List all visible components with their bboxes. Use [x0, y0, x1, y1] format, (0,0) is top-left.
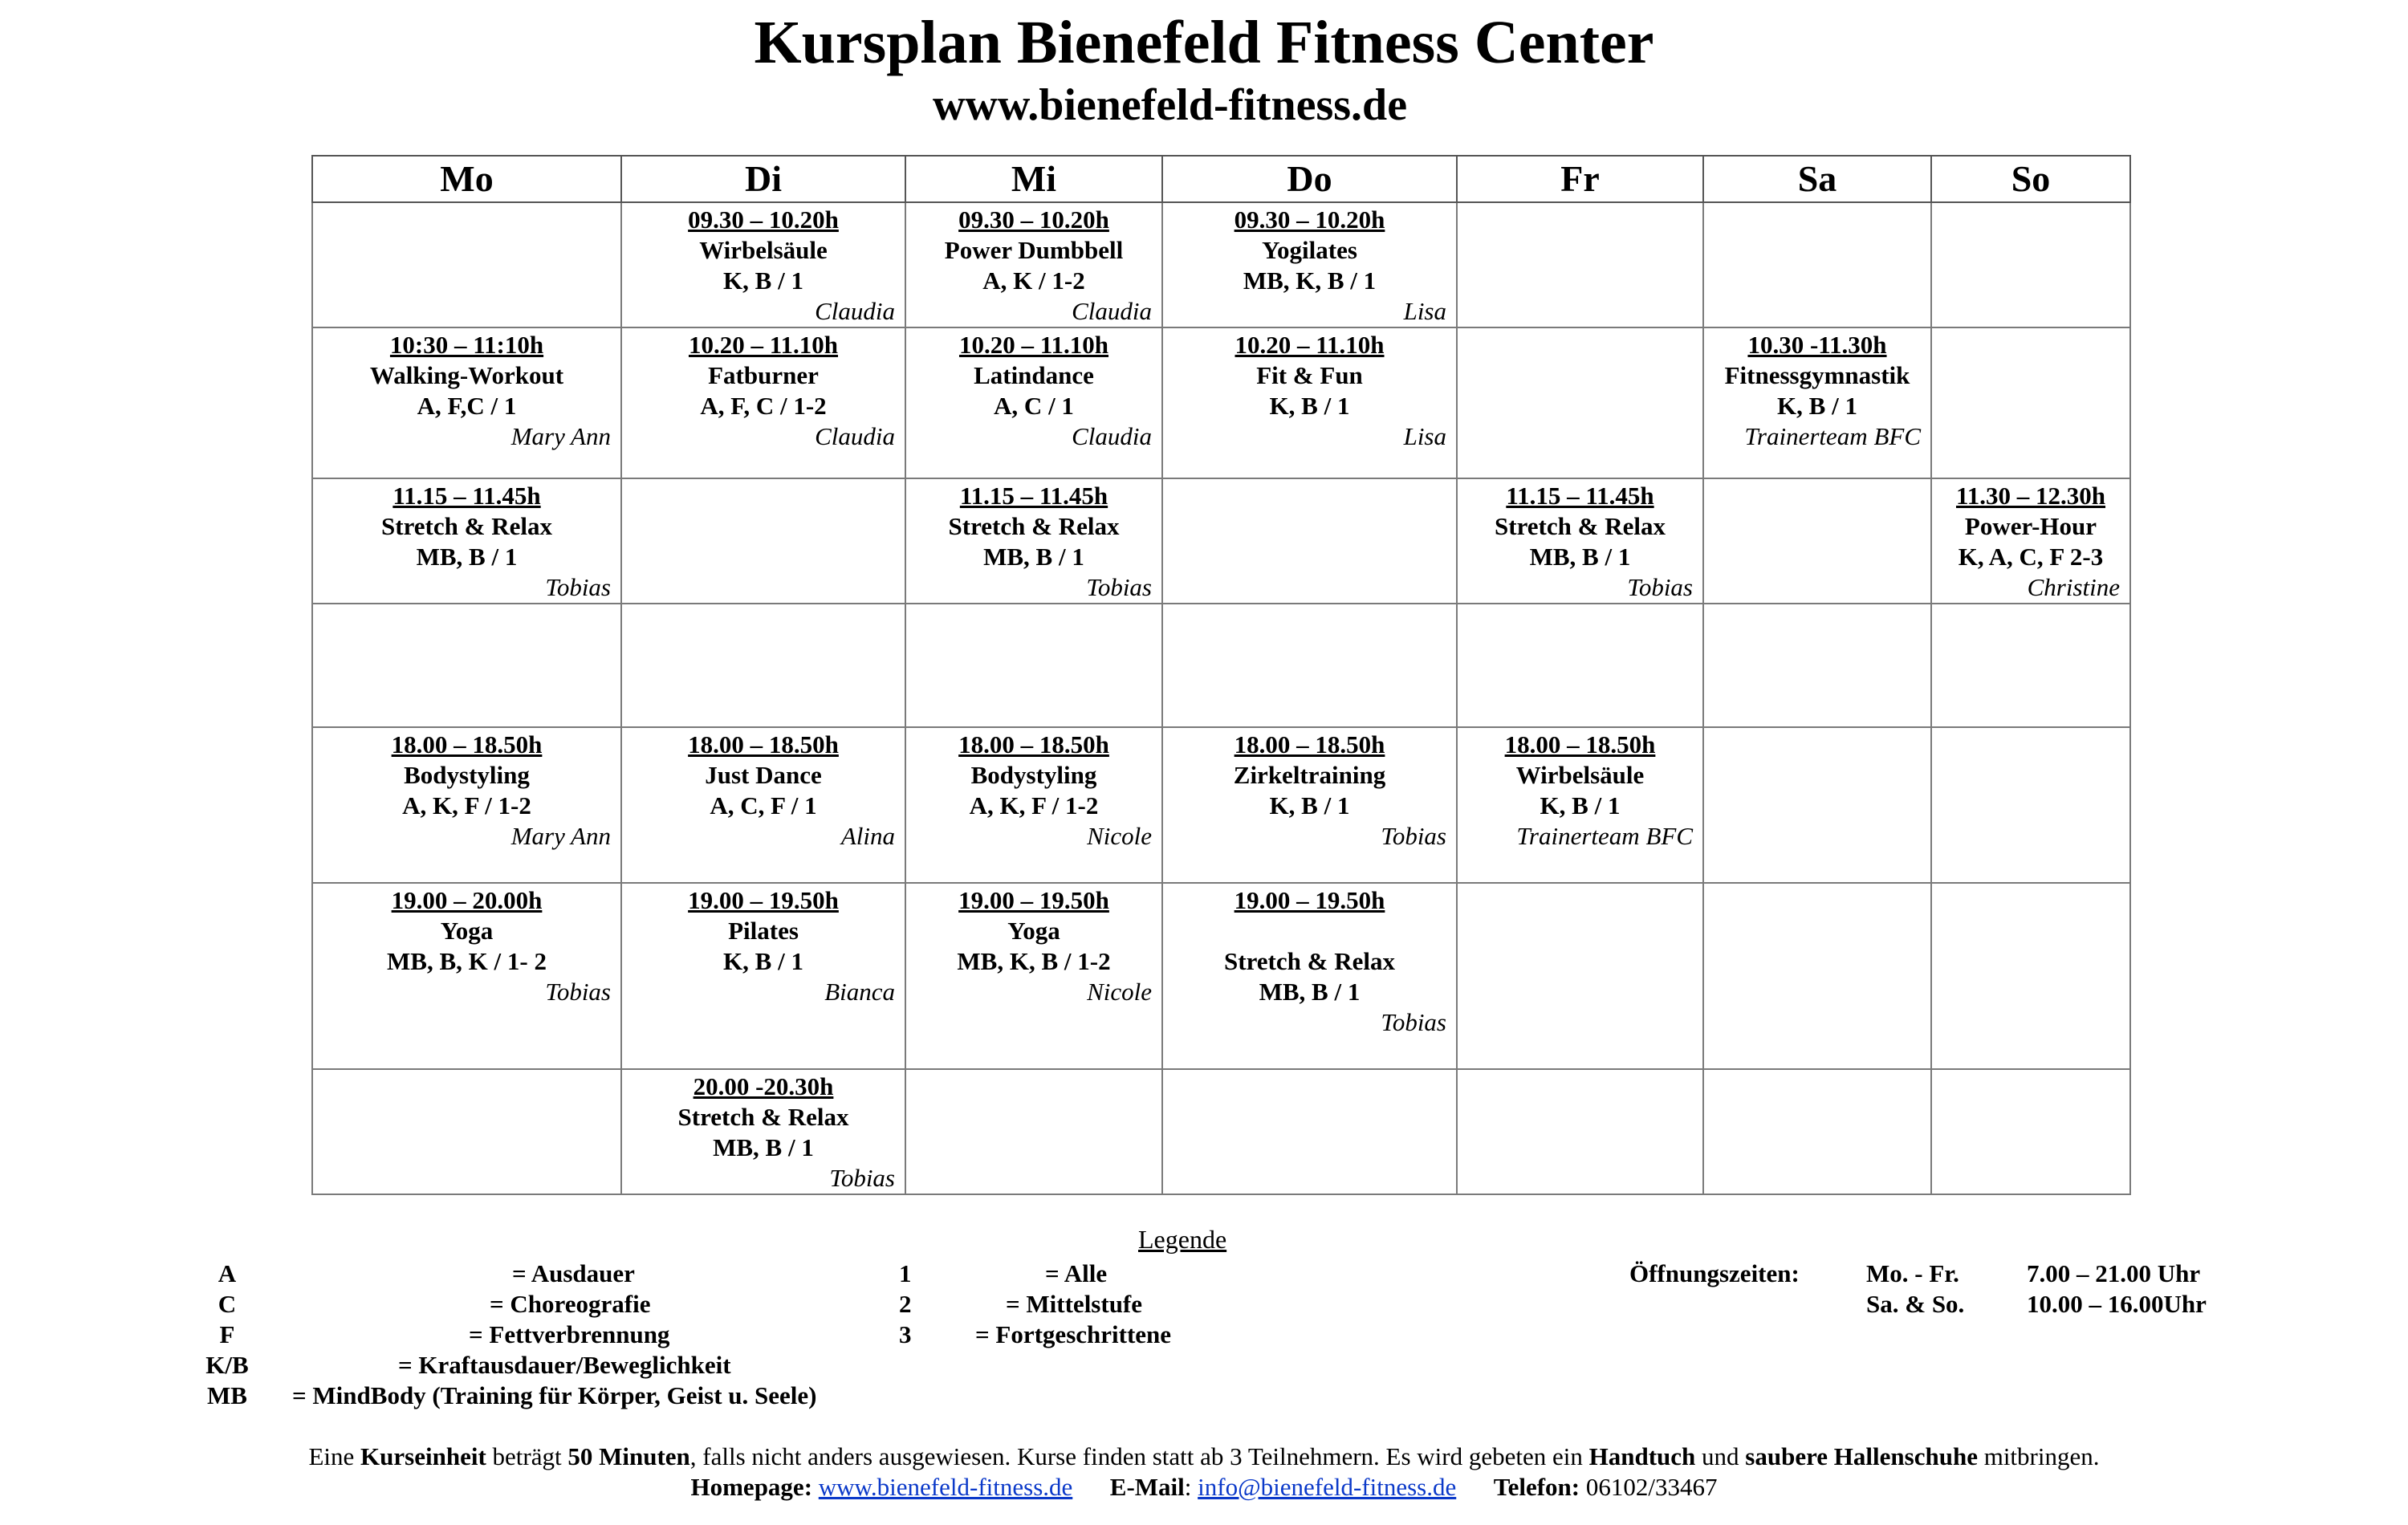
schedule-cell-fr: [1457, 202, 1703, 327]
course-slot: [313, 479, 620, 603]
schedule-cell-di: [621, 478, 905, 604]
footer-text-bold: Kurseinheit: [360, 1442, 486, 1470]
day-header-di: Di: [621, 156, 905, 202]
schedule-cell-mo: [312, 1069, 621, 1194]
schedule-cell-so: [1931, 1069, 2130, 1194]
course-name: Stretch & Relax: [1495, 512, 1666, 540]
day-header-fr: Fr: [1457, 156, 1703, 202]
course-name: Walking-Workout: [369, 361, 564, 389]
schedule-cell-di: [621, 202, 905, 327]
footer-text-bold: saubere Hallenschuhe: [1745, 1442, 1978, 1470]
course-trainer: Mary Ann: [510, 422, 611, 450]
course-trainer: Nicole: [1087, 978, 1152, 1006]
day-header-sa: Sa: [1703, 156, 1931, 202]
course-name: Zirkeltraining: [1233, 761, 1386, 789]
legend-level-num: 2: [899, 1290, 912, 1318]
course-slot: [1704, 328, 1930, 452]
schedule-cell-fr: [1457, 727, 1703, 883]
course-name: Pilates: [728, 917, 799, 945]
course-slot: [906, 884, 1161, 1007]
schedule-cell-do: [1162, 727, 1457, 883]
course-name: Stretch & Relax: [948, 512, 1120, 540]
schedule-cell-sa: [1703, 883, 1931, 1069]
footer-text: und: [1695, 1442, 1746, 1470]
course-schedule-table: [311, 155, 2131, 1195]
schedule-row: [312, 604, 2130, 727]
schedule-cell-fr: [1457, 883, 1703, 1069]
course-codes: MB, B / 1: [1259, 978, 1361, 1006]
schedule-cell-do: [1162, 478, 1457, 604]
course-trainer: Bianca: [824, 978, 895, 1006]
schedule-cell-do: [1162, 327, 1457, 478]
course-trainer: Lisa: [1403, 422, 1446, 450]
schedule-cell-so: [1931, 727, 2130, 883]
day-header-mo: Mo: [312, 156, 621, 202]
course-name: Stretch & Relax: [677, 1103, 849, 1131]
course-time: 19.00 – 20.00h: [391, 886, 543, 914]
course-trainer: Tobias: [1381, 1008, 1446, 1036]
schedule-body: [312, 202, 2130, 1194]
schedule-cell-do: [1162, 202, 1457, 327]
course-time: 10.30 -11.30h: [1747, 331, 1887, 359]
course-trainer: Alina: [840, 822, 895, 850]
course-name: Stretch & Relax: [1224, 947, 1395, 975]
course-trainer: Christine: [2027, 573, 2120, 601]
schedule-cell-so: [1931, 883, 2130, 1069]
schedule-cell-mo: [312, 604, 621, 727]
opening-hours: 10.00 – 16.00Uhr: [2027, 1290, 2207, 1318]
course-slot: [622, 1070, 905, 1194]
course-codes: K, B / 1: [723, 947, 803, 975]
course-slot: [1163, 328, 1456, 452]
course-time: 11.15 – 11.45h: [959, 482, 1108, 510]
course-codes: MB, B, K / 1- 2: [387, 947, 547, 975]
course-codes: K, B / 1: [1777, 392, 1857, 420]
schedule-cell-mo: [312, 727, 621, 883]
schedule-cell-mo: [312, 202, 621, 327]
course-name: Bodystyling: [970, 761, 1097, 789]
course-codes: K, A, C, F 2-3: [1958, 543, 2104, 571]
schedule-row: [312, 1069, 2130, 1194]
phone-number: 06102/33467: [1585, 1473, 1718, 1501]
schedule-cell-do: [1162, 604, 1457, 727]
schedule-cell-mo: [312, 327, 621, 478]
opening-days: Mo. - Fr.: [1866, 1259, 1959, 1287]
schedule-row: [312, 883, 2130, 1069]
phone-label: Telefon:: [1493, 1473, 1580, 1501]
course-codes: K, B / 1: [1540, 791, 1621, 819]
day-header-mi: Mi: [905, 156, 1162, 202]
schedule-row: [312, 327, 2130, 478]
schedule-cell-di: [621, 327, 905, 478]
course-time: 19.00 – 19.50h: [688, 886, 839, 914]
legend-code-abbr: F: [219, 1320, 235, 1348]
schedule-cell-fr: [1457, 327, 1703, 478]
course-slot: [313, 328, 620, 452]
course-slot: [1458, 479, 1702, 603]
schedule-cell-so: [1931, 202, 2130, 327]
schedule-cell-sa: [1703, 1069, 1931, 1194]
course-trainer: Tobias: [1627, 573, 1693, 601]
course-trainer: Mary Ann: [510, 822, 611, 850]
course-time: 11.15 – 11.45h: [1506, 482, 1654, 510]
course-name: Latindance: [974, 361, 1094, 389]
homepage-link[interactable]: www.bienefeld-fitness.de: [818, 1473, 1073, 1501]
legend-code-abbr: K/B: [205, 1351, 249, 1379]
course-slot: [906, 203, 1161, 327]
schedule-cell-do: [1162, 883, 1457, 1069]
schedule-cell-mi: [905, 604, 1162, 727]
course-time: 18.00 – 18.50h: [688, 730, 839, 758]
course-codes: A, F,C / 1: [417, 392, 517, 420]
course-codes: MB, K, B / 1: [1243, 266, 1377, 295]
footer-notice: [0, 1442, 2408, 1472]
opening-hours-label: Öffnungszeiten:: [1629, 1259, 1800, 1287]
day-header-do: Do: [1162, 156, 1457, 202]
schedule-row: [312, 202, 2130, 327]
schedule-cell-fr: [1457, 1069, 1703, 1194]
schedule-cell-mi: [905, 202, 1162, 327]
course-name: Wirbelsäule: [699, 236, 828, 264]
day-header-so: So: [1931, 156, 2130, 202]
course-trainer: Trainerteam BFC: [1744, 422, 1921, 450]
course-slot: [1458, 728, 1702, 852]
course-slot: [906, 479, 1161, 603]
course-trainer: Tobias: [545, 978, 611, 1006]
course-codes: A, K / 1-2: [982, 266, 1085, 295]
course-trainer: Claudia: [1072, 297, 1152, 325]
schedule-cell-mo: [312, 478, 621, 604]
course-codes: MB, B / 1: [416, 543, 518, 571]
course-time: 10.20 – 11.10h: [1235, 331, 1385, 359]
course-slot: [906, 328, 1161, 452]
course-name: Fatburner: [708, 361, 819, 389]
course-name: Power-Hour: [1964, 512, 2097, 540]
schedule-cell-di: [621, 727, 905, 883]
schedule-cell-sa: [1703, 478, 1931, 604]
course-name: Yoga: [1007, 917, 1060, 945]
footer-text-bold: Handtuch: [1588, 1442, 1696, 1470]
course-time: 18.00 – 18.50h: [391, 730, 543, 758]
legend-code-desc: = Choreografie: [490, 1290, 651, 1318]
footer-contact: Homepage: www.bienefeld-fitness.de E-Mail: info@bienefeld-fitness.de Telefon: 06102/33467: [690, 1473, 1718, 1501]
course-codes: A, K, F / 1-2: [402, 791, 531, 819]
schedule-cell-mi: [905, 478, 1162, 604]
course-codes: A, K, F / 1-2: [969, 791, 1099, 819]
course-name: Yoga: [440, 917, 494, 945]
legend-level-num: 3: [899, 1320, 912, 1348]
schedule-cell-so: [1931, 478, 2130, 604]
legend-code-abbr: MB: [207, 1381, 247, 1409]
course-name: Just Dance: [705, 761, 822, 789]
course-codes: K, B / 1: [1269, 392, 1350, 420]
course-slot: [622, 728, 905, 852]
footer-text-bold: 50 Minuten: [567, 1442, 690, 1470]
course-trainer: Tobias: [545, 573, 611, 601]
course-time: 18.00 – 18.50h: [958, 730, 1109, 758]
course-trainer: Nicole: [1087, 822, 1152, 850]
course-slot: [1163, 728, 1456, 852]
footer-text: Eine: [308, 1442, 361, 1470]
course-codes: MB, B / 1: [1529, 543, 1631, 571]
legend-code-desc: = Fettverbrennung: [469, 1320, 670, 1348]
course-trainer: Lisa: [1403, 297, 1446, 325]
course-name: Bodystyling: [404, 761, 530, 789]
page-title: Kursplan Bienefeld Fitness Center: [754, 9, 1654, 76]
email-link[interactable]: info@bienefeld-fitness.de: [1198, 1473, 1457, 1501]
course-codes: MB, B / 1: [983, 543, 1084, 571]
schedule-cell-mi: [905, 1069, 1162, 1194]
legend-code-abbr: A: [218, 1259, 237, 1287]
course-time: 11.30 – 12.30h: [1955, 482, 2106, 510]
course-time: 10:30 – 11:10h: [389, 331, 544, 359]
legend-code-abbr: C: [218, 1290, 237, 1318]
schedule-row: [312, 478, 2130, 604]
course-slot: [906, 728, 1161, 852]
footer-text: mitbringen.: [1977, 1442, 2100, 1470]
course-name: Power Dumbbell: [944, 236, 1124, 264]
legend-level-num: 1: [899, 1259, 912, 1287]
course-time: 19.00 – 19.50h: [1234, 886, 1385, 914]
schedule-cell-fr: [1457, 478, 1703, 604]
schedule-cell-di: [621, 1069, 905, 1194]
schedule-cell-so: [1931, 604, 2130, 727]
course-time: 09.30 – 10.20h: [958, 205, 1109, 234]
course-slot: [313, 728, 620, 852]
legend-level-desc: = Mittelstufe: [1006, 1290, 1143, 1318]
course-slot: [622, 203, 905, 327]
schedule-cell-sa: [1703, 727, 1931, 883]
legend-level-desc: = Fortgeschrittene: [975, 1320, 1172, 1348]
schedule-cell-fr: [1457, 604, 1703, 727]
course-time: 09.30 – 10.20h: [688, 205, 839, 234]
course-time: 18.00 – 18.50h: [1504, 730, 1656, 758]
homepage-label: Homepage: [690, 1473, 804, 1501]
course-trainer: Tobias: [1086, 573, 1152, 601]
course-name: Yogilates: [1262, 236, 1357, 264]
course-name: Fit & Fun: [1256, 361, 1363, 389]
course-trainer: Trainerteam BFC: [1516, 822, 1693, 850]
schedule-cell-so: [1931, 327, 2130, 478]
legend-code-desc: = Ausdauer: [512, 1259, 635, 1287]
course-codes: A, C / 1: [994, 392, 1074, 420]
schedule-cell-sa: [1703, 604, 1931, 727]
schedule-cell-mi: [905, 327, 1162, 478]
course-codes: A, F, C / 1-2: [700, 392, 827, 420]
course-slot: [1163, 203, 1456, 327]
schedule-cell-sa: [1703, 327, 1931, 478]
course-time: 19.00 – 19.50h: [958, 886, 1109, 914]
legend-code-desc: = MindBody (Training für Körper, Geist u. Seele): [292, 1381, 817, 1409]
course-name: Fitnessgymnastik: [1724, 361, 1910, 389]
course-slot: [622, 328, 905, 452]
course-codes: MB, K, B / 1-2: [957, 947, 1111, 975]
course-time: 10.20 – 11.10h: [958, 331, 1109, 359]
day-header-row: [312, 156, 2130, 202]
course-slot: [622, 884, 905, 1007]
opening-days: Sa. & So.: [1866, 1290, 1965, 1318]
course-slot: [313, 884, 620, 1007]
course-slot: [1163, 884, 1456, 1038]
course-slot: [1932, 479, 2129, 603]
course-name: Stretch & Relax: [381, 512, 552, 540]
schedule-cell-mi: [905, 883, 1162, 1069]
course-codes: A, C, F / 1: [710, 791, 817, 819]
course-name: Wirbelsäule: [1515, 761, 1645, 789]
course-time: 11.15 – 11.45h: [393, 482, 541, 510]
schedule-cell-di: [621, 883, 905, 1069]
schedule-cell-sa: [1703, 202, 1931, 327]
course-trainer: Claudia: [815, 297, 895, 325]
footer-text: beträgt: [486, 1442, 568, 1470]
course-trainer: Tobias: [829, 1164, 895, 1192]
course-trainer: Claudia: [1072, 422, 1152, 450]
legend-level-desc: = Alle: [1045, 1259, 1108, 1287]
schedule-cell-di: [621, 604, 905, 727]
schedule-row: [312, 727, 2130, 883]
course-trainer: Tobias: [1381, 822, 1446, 850]
schedule-cell-mo: [312, 883, 621, 1069]
footer-text: , falls nicht anders ausgewiesen. Kurse finden statt ab 3 Teilnehmern. Es wird gebeten ein: [689, 1442, 1589, 1470]
legend-title: Legende: [1138, 1225, 1227, 1254]
course-time: 18.00 – 18.50h: [1234, 730, 1385, 758]
course-codes: MB, B / 1: [713, 1133, 814, 1161]
course-trainer: Claudia: [815, 422, 895, 450]
schedule-cell-do: [1162, 1069, 1457, 1194]
opening-hours: 7.00 – 21.00 Uhr: [2027, 1259, 2201, 1287]
email-label: E-Mail: [1109, 1473, 1185, 1501]
course-time: 09.30 – 10.20h: [1234, 205, 1385, 234]
page-website: www.bienefeld-fitness.de: [932, 80, 1408, 130]
schedule-cell-mi: [905, 727, 1162, 883]
course-time: 10.20 – 11.10h: [688, 331, 839, 359]
course-codes: K, B / 1: [723, 266, 803, 295]
course-codes: K, B / 1: [1269, 791, 1350, 819]
legend-code-desc: = Kraftausdauer/Beweglichkeit: [398, 1351, 731, 1379]
course-time: 20.00 -20.30h: [693, 1072, 834, 1100]
